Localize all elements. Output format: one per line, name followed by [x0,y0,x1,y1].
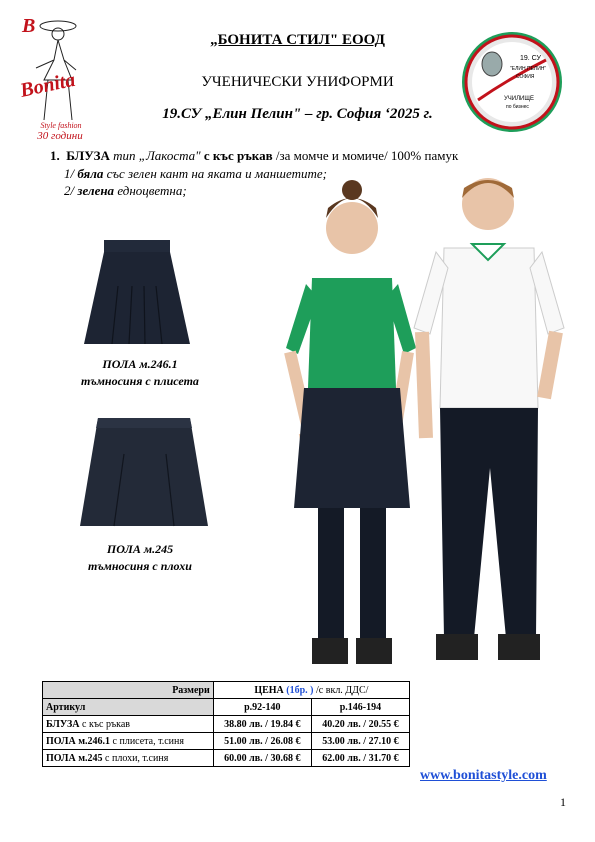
document-subtitle: УЧЕНИЧЕСКИ УНИФОРМИ [201,74,394,90]
skirt-2-desc: тъмносиня с плохи [88,559,192,573]
item-rest: /за момче и момиче/ 100% памук [272,148,459,163]
variant-1-num: 1/ [64,166,78,181]
variant-2-num: 2/ [64,183,78,198]
company-name: „БОНИТА СТИЛ" ЕООД [210,32,385,48]
row-article [43,716,214,733]
item-type: тип „Лакоста" [109,148,204,163]
skirt-1-model: ПОЛА м.246.1 [102,357,178,371]
row-desc: с плисета, т.синя [110,735,184,747]
variant-1-color: бяла [77,166,104,181]
table-row [43,716,410,733]
table-row [43,750,410,767]
row-article [43,750,214,767]
page-number: 1 [560,795,566,809]
svg-text:СОФИЯ: СОФИЯ [516,74,535,80]
svg-text:B: B [22,15,36,37]
item-1 [50,148,458,164]
row-name: БЛУЗА [46,718,80,730]
school-title: 19.СУ „Елин Пелин" – гр. София ‘2025 г. [162,106,433,122]
price-label: ЦЕНА [254,684,284,696]
row-price-2: 62.00 лв. / 31.70 € [311,750,409,767]
item-sleeve: с къс ръкав [203,148,273,163]
article-header: Артикул [43,699,214,716]
skirt-245-image [78,414,210,530]
variant-1-desc: със зелен кант на яката и маншетите; [103,166,327,181]
range-header-1: р.92-140 [213,699,311,716]
price-table [42,681,410,767]
range-header-2: р.146-194 [311,699,409,716]
row-name: ПОЛА м.246.1 [46,735,111,747]
row-price-1: 38.80 лв. / 19.84 € [213,716,311,733]
svg-text:19. СУ: 19. СУ [520,55,541,62]
website-link[interactable]: www.bonitastyle.com [420,768,547,783]
svg-text:по бизнес: по бизнес [506,104,529,110]
logo-years: 30 години [37,130,83,142]
table-row [43,733,410,750]
price-header [213,682,409,699]
variant-2-color: зелена [77,183,115,198]
svg-text:"ЕЛИН ПЕЛИН": "ЕЛИН ПЕЛИН" [510,66,547,72]
skirt-1-desc: тъмносиня с плисета [81,374,199,388]
students-photo [276,168,576,678]
item-name: БЛУЗА [66,148,110,163]
variant-2-desc: едноцветна; [114,183,187,198]
row-desc: с къс ръкав [79,718,130,730]
skirt-246-1-image [82,236,192,348]
item-variant-2 [64,183,187,199]
row-name: ПОЛА м.245 [46,752,103,764]
row-article [43,733,214,750]
skirt-2-model: ПОЛА м.245 [106,542,174,556]
sizes-header: Размери [43,682,214,699]
svg-text:УЧИЛИЩЕ: УЧИЛИЩЕ [504,96,534,102]
item-number: 1. [50,148,60,163]
row-price-2: 40.20 лв. / 20.55 € [311,716,409,733]
row-price-1: 60.00 лв. / 30.68 € [213,750,311,767]
row-price-1: 51.00 лв. / 26.08 € [213,733,311,750]
svg-text:Bonita: Bonita [18,68,78,102]
price-vat: /с вкл. ДДС/ [313,684,369,696]
logo-tagline: Style fashion [40,121,82,130]
price-qty: (1бр. ) [286,684,314,696]
row-desc: с плохи, т.синя [102,752,169,764]
row-price-2: 53.00 лв. / 27.10 € [311,733,409,750]
